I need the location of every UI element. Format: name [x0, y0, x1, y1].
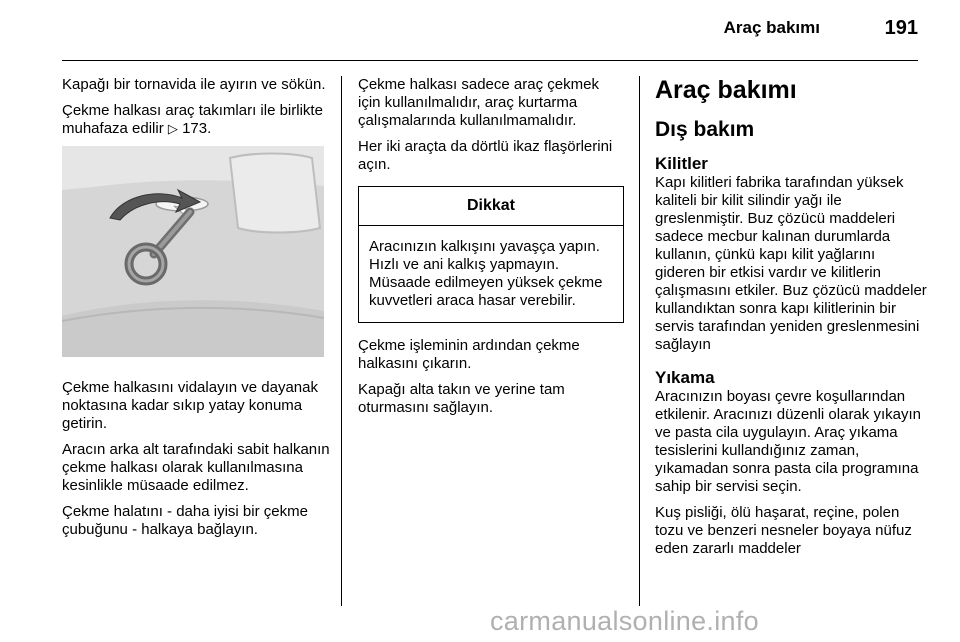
- column-divider: [341, 76, 342, 606]
- subsection-heading-washing: Yıkama: [655, 368, 715, 387]
- washing-section: [655, 368, 927, 558]
- page-number: 191: [884, 17, 918, 39]
- warning-box: [358, 186, 624, 323]
- paragraph: Çekme halkası sadece araç çekmek için kullanılmalıdır, araç kurtarma çalışmalarında kullanılmamalıdır.: [358, 76, 599, 129]
- warning-body: Aracınızın kalkışını yavaşça yapın. Hızlı ve ani kalkış yapmayın. Müsaade edilmeyen yüksek çekme kuvvetleri araca hasar verebilir.: [369, 238, 603, 309]
- page-reference: 173.: [182, 120, 212, 137]
- paragraph: Kapağı alta takın ve yerine tam oturmasını sağlayın.: [358, 381, 565, 416]
- paragraph: Kuş pisliği, ölü haşarat, reçine, polen tozu ve benzeri nesneler boyaya nüfuz eden zararlı maddeler: [655, 504, 912, 557]
- column-2: [358, 76, 624, 425]
- tow-eye-illustration: [62, 146, 324, 357]
- section-heading: Dış bakım: [655, 118, 755, 141]
- paragraph: Aracın arka alt tarafındaki sabit halkanın çekme halkası olarak kullanılmasına kesinlikle müsaade edilmez.: [62, 441, 330, 494]
- watermark: carmanualsonline.info: [490, 606, 759, 636]
- paragraph: Her iki araçta da dörtlü ikaz flaşörlerini açın.: [358, 138, 613, 173]
- column-3: [655, 74, 927, 572]
- paragraph-text: Çekme halkası araç takımları ile birlikte muhafaza edilir: [62, 102, 323, 137]
- column-divider: [639, 76, 640, 606]
- header-section-title: Araç bakımı: [723, 18, 820, 37]
- warning-title: Dikkat: [359, 187, 623, 226]
- locks-section: [655, 154, 927, 354]
- paragraph: Kapağı bir tornavida ile ayırın ve sökün.: [62, 76, 326, 93]
- paragraph: Çekme halkasını vidalayın ve dayanak noktasına kadar sıkıp yatay konuma getirin.: [62, 379, 318, 432]
- chapter-heading: Araç bakımı: [655, 76, 797, 104]
- paragraph: Aracınızın boyası çevre koşullarından etkilenir. Aracınızı düzenli olarak yıkayın ve pasta cila uygulayın. Araç yıkama tesislerini kullandığınız zaman, yıkamadan sonra pasta cila programına sahip bir servisi seçin.: [655, 388, 921, 495]
- paragraph-with-reference: [62, 102, 330, 138]
- arrow-right-icon: ▷: [167, 121, 178, 136]
- column-1: [62, 76, 330, 547]
- page-header: [62, 0, 918, 61]
- subsection-heading-locks: Kilitler: [655, 154, 708, 173]
- paragraph: Çekme halatını - daha iyisi bir çekme çubuğunu - halkaya bağlayın.: [62, 503, 308, 538]
- paragraph: Kapı kilitleri fabrika tarafından yüksek kaliteli bir kilit silindir yağı ile greslenmiştir. Buz çözücü maddeleri sadece mecbur kalınan durumlarda kullanın, çünkü kapı kilit yağlarını gideren bir etkisi vardır ve kilitlerin çalışmasını etkiler. Buz çözücü maddeler kullandıktan sonra kapı kilitlerinin bir servis tarafından yeniden greslenmesini sağlayın: [655, 174, 927, 353]
- paragraph: Çekme işleminin ardından çekme halkasını çıkarın.: [358, 337, 580, 372]
